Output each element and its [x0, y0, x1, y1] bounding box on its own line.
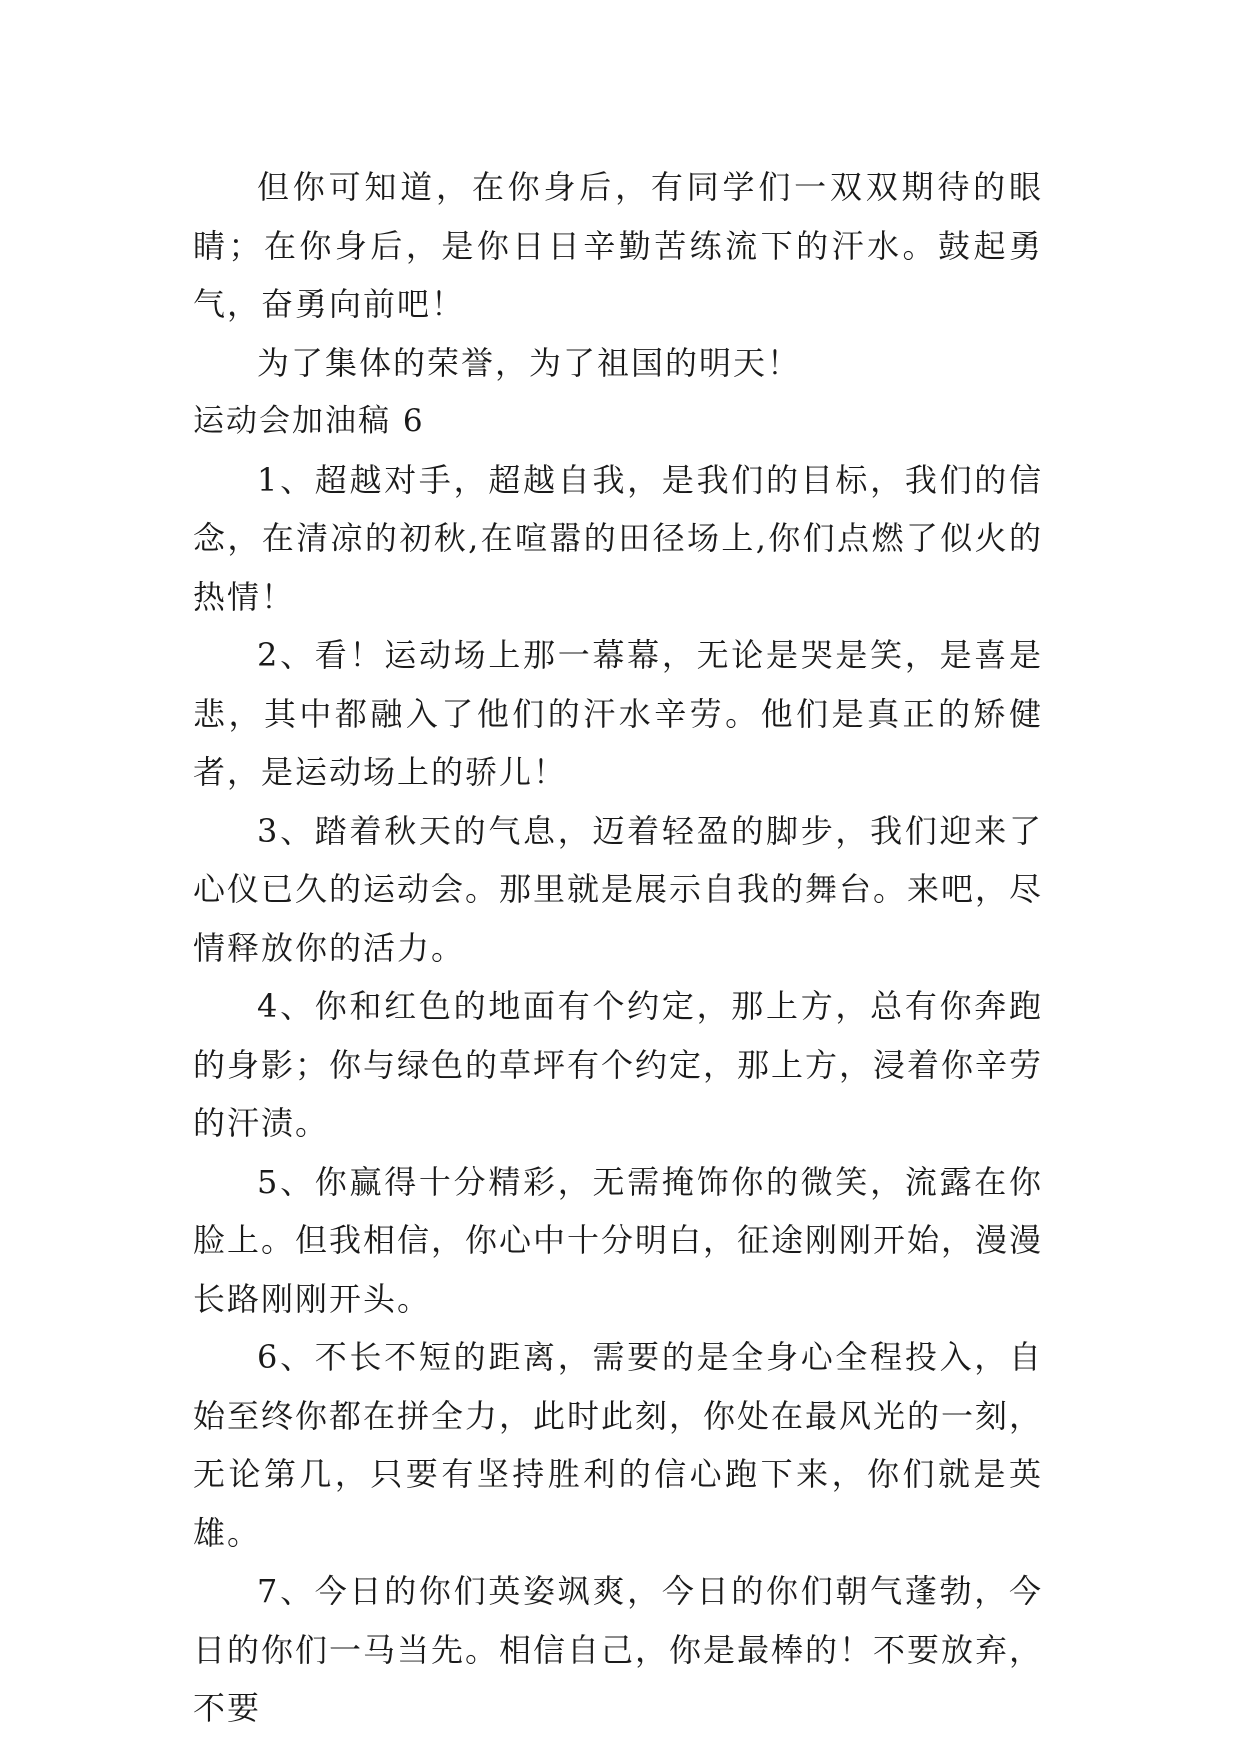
document-body — [193, 158, 1043, 1738]
list-item: 7、今日的你们英姿飒爽，今日的你们朝气蓬勃，今日的你们一马当先。相信自己，你是最棒的！不要放弃，不要 — [193, 1572, 1044, 1727]
list-item: 5、你赢得十分精彩，无需掩饰你的微笑，流露在你脸上。但我相信，你心中十分明白，征途刚刚开始，漫漫长路刚刚开头。 — [193, 1162, 1044, 1318]
paragraph: 但你可知道，在你身后，有同学们一双双期待的眼睛；在你身后，是你日日辛勤苦练流下的汗水。鼓起勇气，奋勇向前吧！ — [193, 168, 1043, 323]
list-item: 6、不长不短的距离，需要的是全身心全程投入，自始至终你都在拼全力，此时此刻，你处在最风光的一刻，无论第几，只要有坚持胜利的信心跑下来，你们就是英雄。 — [193, 1338, 1044, 1552]
section-heading: 运动会加油稿 6 — [193, 403, 425, 439]
list-item: 1、超越对手，超越自我，是我们的目标，我们的信念，在清凉的初秋,在喧嚣的田径场上,你们点燃了似火的热情！ — [193, 460, 1043, 616]
paragraph: 为了集体的荣誉，为了祖国的明天！ — [257, 343, 802, 382]
list-item: 2、看！运动场上那一幕幕，无论是哭是笑，是喜是悲，其中都融入了他们的汗水辛劳。他们是真正的矫健者，是运动场上的骄儿！ — [193, 636, 1043, 791]
list-item: 4、你和红色的地面有个约定，那上方，总有你奔跑的身影；你与绿色的草坪有个约定，那上方，浸着你辛劳的汗渍。 — [193, 987, 1044, 1142]
list-item: 3、踏着秋天的气息，迈着轻盈的脚步，我们迎来了心仪已久的运动会。那里就是展示自我的舞台。来吧，尽情释放你的活力。 — [193, 811, 1044, 967]
